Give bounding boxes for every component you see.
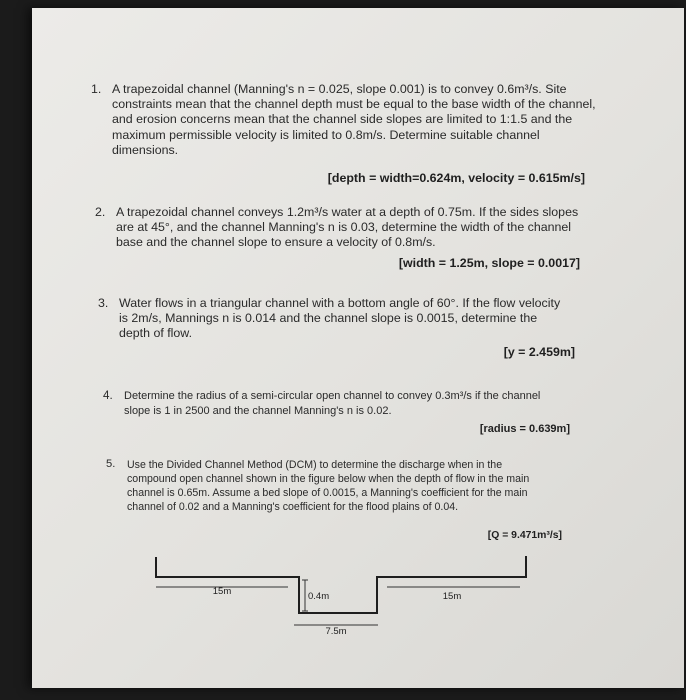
question-1-line: A trapezoidal channel (Manning's n = 0.025, slope 0.001) is to convey 0.6m³/s. Site (112, 82, 567, 96)
question-3-line: Water flows in a triangular channel with a bottom angle of 60°. If the flow velocity (119, 296, 561, 310)
question-1-line: dimensions. (112, 142, 179, 157)
question-1-answer: [depth = width=0.624m, velocity = 0.615m/s] (327, 171, 585, 185)
question-4-answer: [radius = 0.639m] (479, 423, 570, 435)
question-1-text (112, 82, 596, 158)
question-5-line: channel is 0.65m. Assume a bed slope of 0.0015, a Manning's coefficient for the main (127, 487, 528, 499)
question-3-line: depth of flow. (119, 326, 193, 341)
question-1-line: and erosion concerns mean that the channel side slopes are limited to 1:1.5 and the (112, 112, 573, 127)
question-1-line: maximum permissible velocity is limited to 0.8m/s. Determine suitable channel (112, 127, 540, 142)
question-5-text (127, 458, 529, 514)
question-2-answer: [width = 1.25m, slope = 0.0017] (398, 256, 580, 270)
question-5-answer: [Q = 9.471m³/s] (487, 530, 562, 541)
left-floodplain-label: 15m (212, 586, 232, 597)
question-4-text (124, 389, 540, 418)
question-2-line: A trapezoidal channel conveys 1.2m³/s water at a depth of 0.75m. If the sides slopes (116, 205, 579, 219)
question-5-line: compound open channel shown in the figure below when the depth of flow in the main (127, 473, 530, 485)
question-4-line: slope is 1 in 2500 and the channel Manning's n is 0.02. (124, 404, 392, 417)
question-5-line: Use the Divided Channel Method (DCM) to determine the discharge when in the (127, 459, 503, 471)
question-3-answer: [y = 2.459m] (503, 345, 575, 359)
question-5-line: channel of 0.02 and a Manning's coefficient for the flood plains of 0.04. (127, 501, 459, 513)
question-3-number: 3. (98, 296, 109, 310)
question-2-text (116, 205, 578, 251)
question-2-line: base and the channel slope to ensure a velocity of 0.8m/s. (116, 235, 436, 250)
question-1-line: constraints mean that the channel depth must be equal to the base width of the channel, (112, 97, 596, 112)
question-2-number: 2. (95, 205, 106, 219)
question-5-number: 5. (106, 458, 116, 470)
question-2-line: are at 45°, and the channel Manning's n is 0.03, determine the width of the channel (116, 220, 572, 235)
channel-cross-section (156, 556, 526, 613)
question-3-text (119, 296, 560, 342)
main-channel-width-label: 7.5m (325, 626, 347, 637)
question-4-number: 4. (103, 389, 113, 402)
depth-label: 0.4m (308, 591, 330, 602)
compound-channel-figure (140, 550, 540, 640)
question-3-line: is 2m/s, Mannings n is 0.014 and the channel slope is 0.0015, determine the (119, 311, 538, 326)
right-floodplain-label: 15m (442, 591, 462, 602)
question-4-line: Determine the radius of a semi-circular open channel to convey 0.3m³/s if the channel (124, 390, 541, 402)
question-1-number: 1. (91, 82, 102, 96)
